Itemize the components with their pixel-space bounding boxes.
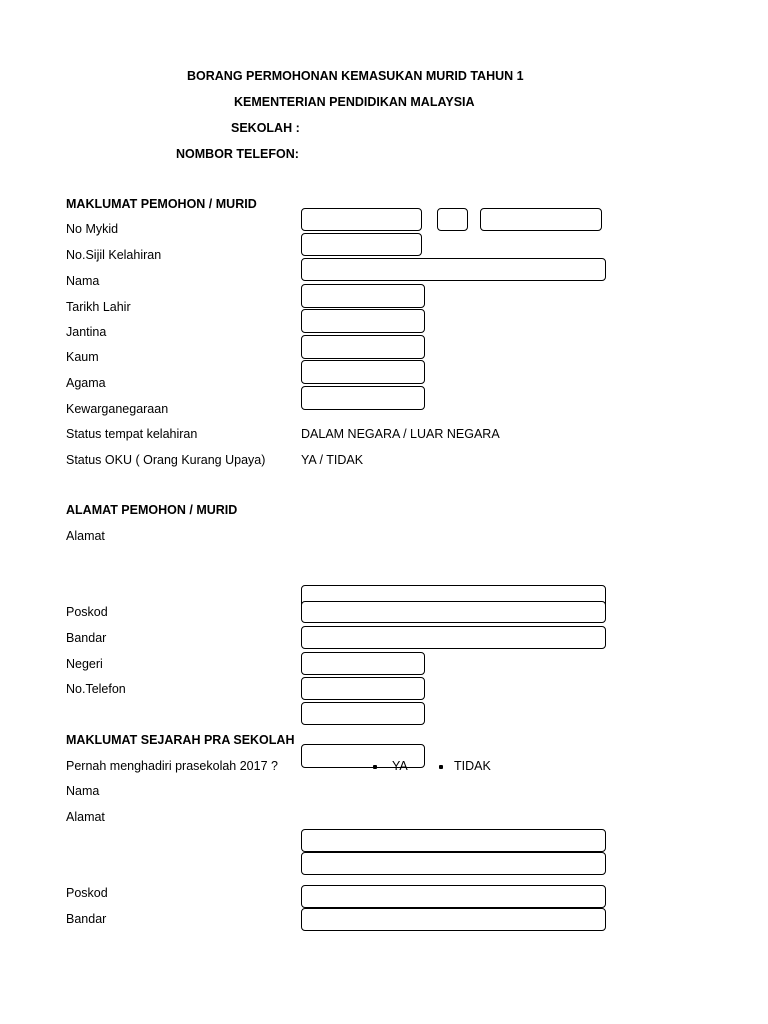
birthplace-status-options: DALAM NEGARA / LUAR NEGARA: [301, 427, 500, 441]
race-field[interactable]: [301, 335, 425, 359]
city-field[interactable]: [301, 626, 606, 649]
option-no[interactable]: TIDAK: [454, 759, 491, 773]
gender-label: Jantina: [66, 325, 107, 339]
religion-field[interactable]: [301, 360, 425, 384]
preschool-postcode-label: Poskod: [66, 886, 108, 900]
city-label: Bandar: [66, 631, 107, 645]
preschool-city-label: Bandar: [66, 912, 107, 926]
name-field[interactable]: [301, 258, 606, 281]
address-phone-label: No.Telefon: [66, 682, 126, 696]
mykid-field-part1[interactable]: [301, 208, 422, 231]
address-heading: ALAMAT PEMOHON / MURID: [66, 503, 238, 517]
oku-status-label: Status OKU ( Orang Kurang Upaya): [66, 453, 266, 467]
preschool-heading: MAKLUMAT SEJARAH PRA SEKOLAH: [66, 733, 295, 747]
preschool-attended-label: Pernah menghadiri prasekolah 2017 ?: [66, 759, 278, 773]
extra-address-field[interactable]: [301, 702, 425, 725]
address-label: Alamat: [66, 529, 105, 543]
dob-field[interactable]: [301, 284, 425, 308]
address-phone-field[interactable]: [301, 677, 425, 700]
birth-cert-field[interactable]: [301, 233, 422, 256]
postcode-field[interactable]: [301, 601, 606, 623]
citizenship-field[interactable]: [301, 386, 425, 410]
bullet-icon: [439, 765, 443, 769]
state-field[interactable]: [301, 652, 425, 675]
preschool-postcode-field[interactable]: [301, 885, 606, 908]
postcode-label: Poskod: [66, 605, 108, 619]
gender-field[interactable]: [301, 309, 425, 333]
dob-label: Tarikh Lahir: [66, 300, 131, 314]
preschool-city-field[interactable]: [301, 908, 606, 931]
preschool-name-label: Nama: [66, 784, 100, 798]
school-label: SEKOLAH :: [231, 121, 300, 135]
preschool-address-label: Alamat: [66, 810, 105, 824]
citizenship-label: Kewarganegaraan: [66, 402, 169, 416]
mykid-field-part3[interactable]: [480, 208, 602, 231]
oku-status-options: YA / TIDAK: [301, 453, 364, 467]
birthplace-status-label: Status tempat kelahiran: [66, 427, 198, 441]
mykid-label: No Mykid: [66, 222, 119, 236]
bullet-icon: [373, 765, 377, 769]
religion-label: Agama: [66, 376, 106, 390]
phone-label: NOMBOR TELEFON:: [176, 147, 299, 161]
ministry-name: KEMENTERIAN PENDIDIKAN MALAYSIA: [234, 95, 475, 109]
mykid-field-part2[interactable]: [437, 208, 468, 231]
state-label: Negeri: [66, 657, 103, 671]
preschool-address-field-2[interactable]: [301, 852, 606, 875]
name-label: Nama: [66, 274, 100, 288]
form-title: BORANG PERMOHONAN KEMASUKAN MURID TAHUN 1: [187, 69, 524, 83]
option-yes[interactable]: YA: [392, 759, 408, 773]
birth-cert-label: No.Sijil Kelahiran: [66, 248, 162, 262]
preschool-address-field-1[interactable]: [301, 829, 606, 852]
applicant-heading: MAKLUMAT PEMOHON / MURID: [66, 197, 257, 211]
race-label: Kaum: [66, 350, 99, 364]
